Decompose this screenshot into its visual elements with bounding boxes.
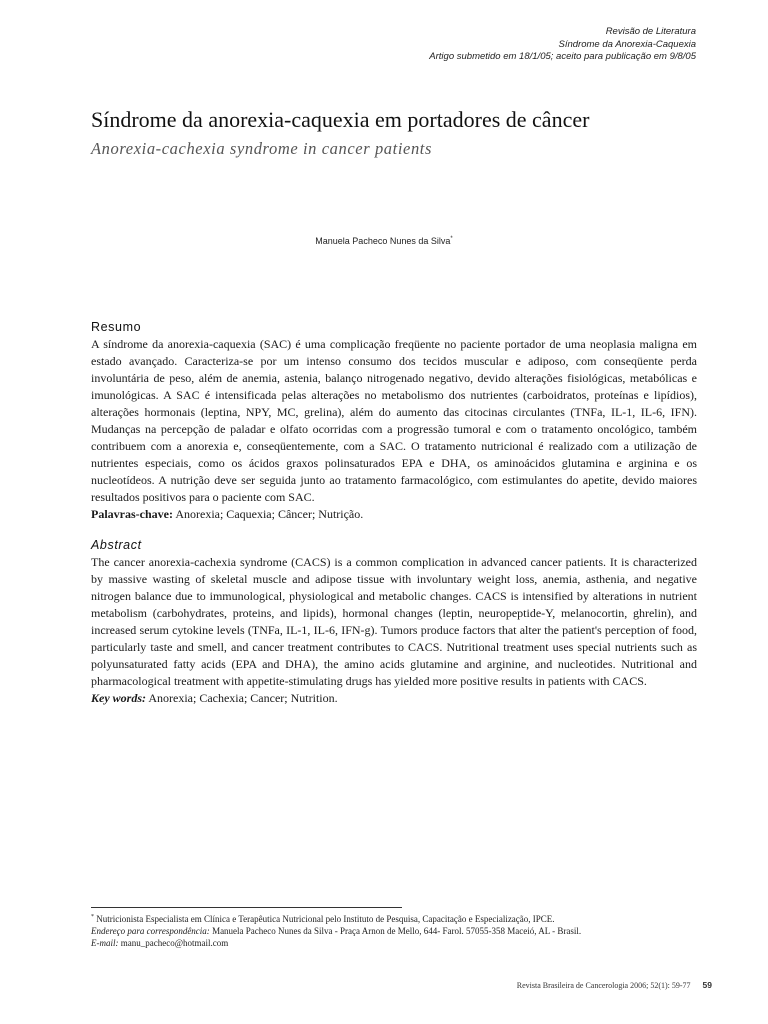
author-footnote-marker: * (450, 236, 453, 242)
footnote-address-label: Endereço para correspondência: (91, 926, 210, 936)
resumo-section (91, 320, 697, 523)
abstract-text: The cancer anorexia-cachexia syndrome (CACS) is a common complication in advanced cancer patients. It is characterized by massive wasting of skeletal muscle and adipose tissue with involuntary weight loss, anemia, asthenia, and negative nitrogen balance due to immunological, physiological and metabolic changes. CACS is intensified by alterations in nutrient metabolism (carbohydrates, proteins, and lipids), hormonal changes (leptin, neuropeptide-Y, melanocortin, ghrelin), and increased serum cytokine levels (TNFa, IL-1, IL-6, IFN-g). Tumors produce factors that alter the patient's perception of food, particularly taste and smell, and cancer treatment contributes to CACS. Nutritional treatment uses special nutrients such as polyunsaturated fatty acids (EPA and DHA), the amino acids glutamine and arginine, and nucleotides. Nutritional and pharmacological treatment with appetite-stimulating drugs has yielded more positive results in patients with CACS. (91, 555, 697, 688)
header-submission-dates: Artigo submetido em 18/1/05; aceito para publicação em 9/8/05 (429, 51, 696, 62)
author-line (0, 236, 768, 246)
article-title: Síndrome da anorexia-caquexia em portadores de câncer (91, 107, 590, 132)
running-header (429, 26, 696, 64)
footnotes (91, 911, 711, 949)
abstract-section (91, 538, 697, 707)
resumo-heading: Resumo (91, 320, 142, 334)
footnote-email-label: E-mail: (91, 938, 119, 948)
header-section-label: Revisão de Literatura (605, 26, 696, 37)
article-subtitle: Anorexia-cachexia syndrome in cancer patients (91, 139, 433, 158)
header-running-title: Síndrome da Anorexia-Caquexia (558, 38, 696, 50)
abstract-keywords (91, 690, 697, 707)
page-footer (517, 980, 712, 990)
footnote-affiliation-marker: * (91, 914, 94, 920)
resumo-keywords-list: Anorexia; Caquexia; Câncer; Nutrição. (175, 507, 364, 521)
page-number: 59 (702, 980, 712, 990)
footnote-affiliation-text: Nutricionista Especialista em Clínica e Terapêutica Nutricional pelo Instituto de Pesquisa, Capacitação e Especialização, IPCE. (96, 914, 555, 924)
footnote-affiliation (91, 911, 711, 925)
journal-citation: Revista Brasileira de Cancerologia 2006; 52(1): 59-77 (516, 981, 691, 990)
footnote-email-address: manu_pacheco@hotmail.com (120, 938, 229, 948)
abstract-keywords-label: Key words: (91, 691, 146, 705)
abstract-keywords-list: Anorexia; Cachexia; Cancer; Nutrition. (148, 691, 338, 705)
resumo-text: A síndrome da anorexia-caquexia (SAC) é uma complicação freqüente no paciente portador de uma neoplasia maligna em estado avançado. Caracteriza-se por um intenso consumo dos tecidos muscular e adiposo, com conseqüente perda involuntária de peso, além de anemia, astenia, balanço nitrogenado negativo, devido alterações fisiológicas, metabólicas e imunológicas. A SAC é intensificada pelas alterações no metabolismo dos nutrientes (carboidratos, proteínas e lipídios), alterações hormonais (leptina, NPY, MC, grelina), além do aumento das citocinas circulantes (TNFa, IL-1, IL-6, IFN). Mudanças na percepção de paladar e olfato ocorridas com a progressão tumoral e com o tratamento oncológico, também contribuem com a anorexia e, conseqüentemente, com a SAC. O tratamento nutricional é realizado com a utilização de nutrientes especiais, como os ácidos graxos polinsaturados EPA e DHA, os aminoácidos glutamina e arginina e os nucleotídeos. A nutrição deve ser seguida junto ao tratamento farmacológico, com estimulantes do apetite, devido maiores resultados positivos para o paciente com SAC. (91, 337, 697, 504)
footnote-email (91, 937, 711, 949)
footnote-address-text: Manuela Pacheco Nunes da Silva - Praça Arnon de Mello, 644- Farol. 57055-358 Maceió, AL - Brasil. (212, 926, 582, 936)
abstract-heading: Abstract (91, 538, 142, 552)
resumo-keywords (91, 506, 697, 523)
author-name: Manuela Pacheco Nunes da Silva (315, 236, 451, 246)
footnote-divider (91, 907, 402, 908)
footnote-address (91, 925, 711, 937)
resumo-keywords-label: Palavras-chave: (91, 507, 173, 521)
